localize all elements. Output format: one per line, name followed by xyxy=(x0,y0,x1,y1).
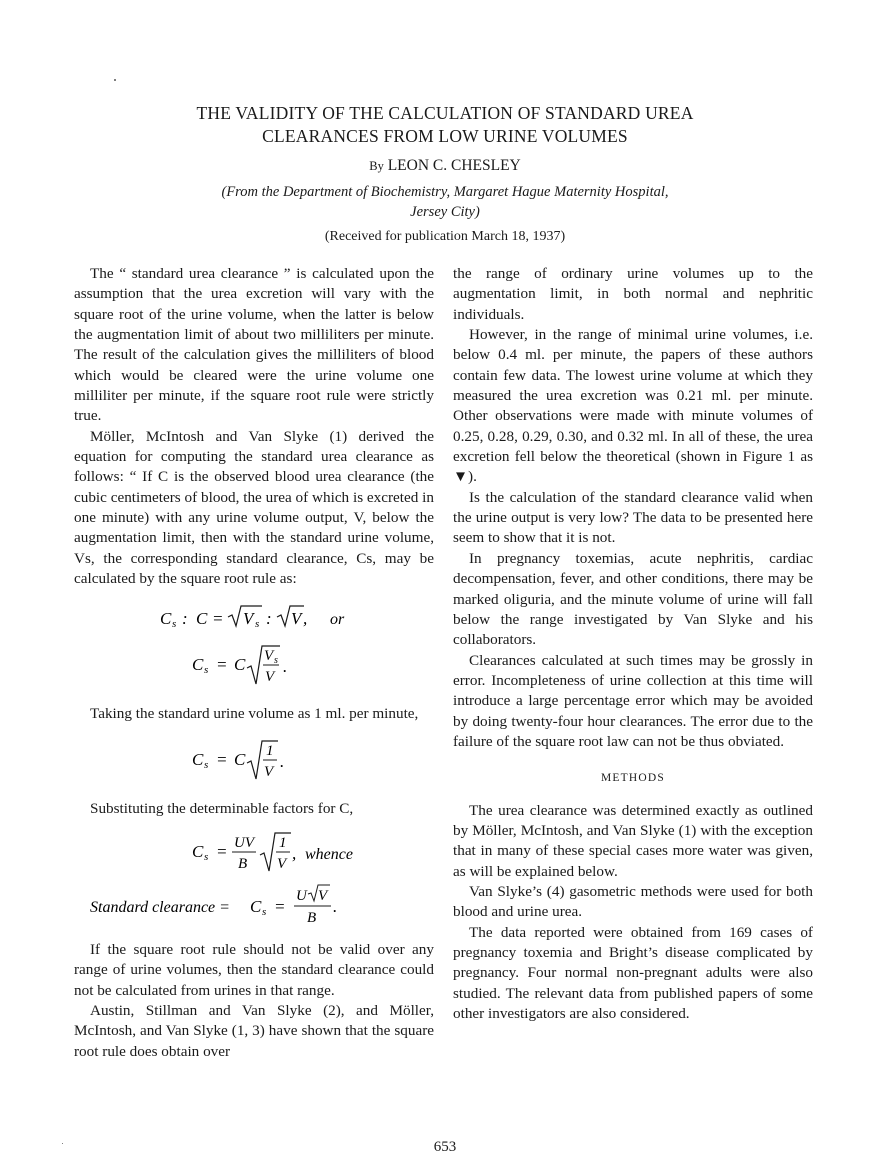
affiliation-line-1: (From the Department of Biochemistry, Margaret Hague Maternity Hospital, xyxy=(221,184,669,200)
svg-text:C: C xyxy=(160,608,172,628)
scan-speck xyxy=(62,1143,63,1144)
svg-text:=: = xyxy=(216,654,228,674)
equation-substituted xyxy=(74,825,434,881)
affiliation xyxy=(150,182,740,222)
svg-text:s: s xyxy=(262,905,267,918)
affiliation-line-2: Jersey City) xyxy=(410,204,480,220)
scan-speck xyxy=(114,79,116,81)
left-column xyxy=(74,264,434,1062)
paragraph: Is the calculation of the standard clearance valid when the urine output is very low? The data to be presented here seem to show that it is not. xyxy=(453,488,813,547)
svg-text:,: , xyxy=(303,608,308,628)
svg-text::: : xyxy=(182,608,188,628)
svg-text:V: V xyxy=(265,668,275,685)
svg-text:=: = xyxy=(216,749,228,769)
equation-sqrt-ratio-svg xyxy=(74,640,434,688)
svg-text:V: V xyxy=(264,647,274,664)
svg-text:.: . xyxy=(333,896,338,916)
section-heading-methods: METHODS xyxy=(601,772,665,785)
equation-ratio xyxy=(74,600,434,640)
equation-ratio-svg xyxy=(74,600,434,634)
article-title xyxy=(100,102,790,148)
svg-text:V: V xyxy=(291,608,302,628)
svg-text:s: s xyxy=(204,758,209,771)
equation-sqrt-ratio xyxy=(74,640,434,694)
svg-text:V: V xyxy=(243,608,254,628)
equation-standard-volume-svg xyxy=(74,733,434,783)
svg-text:1: 1 xyxy=(279,835,287,852)
received-date: (Received for publication March 18, 1937) xyxy=(324,229,566,244)
eq-standard-label: Standard clearance = xyxy=(90,898,230,916)
svg-text:C: C xyxy=(192,654,204,674)
paragraph: Substituting the determinable factors for C, xyxy=(90,799,354,817)
svg-text:C: C xyxy=(250,896,262,916)
svg-text:U: U xyxy=(296,887,307,904)
svg-text:V: V xyxy=(318,887,328,904)
svg-text:.: . xyxy=(280,751,285,771)
svg-text:C: C xyxy=(234,654,246,674)
author-prefix: By xyxy=(369,159,384,173)
equation-standard-clearance xyxy=(74,882,434,932)
equation-standard-clearance-svg xyxy=(74,882,434,926)
title-line-2: CLEARANCES FROM LOW URINE VOLUMES xyxy=(262,126,628,146)
paragraph: In pregnancy toxemias, acute nephritis, cardiac decompensation, fever, and other conditions, there may be marked oliguria, and the minute volume of urine will fall below the range investigated by Van Slyke and his collaborators. xyxy=(453,549,813,649)
svg-text:s: s xyxy=(204,851,209,864)
svg-text:C: C xyxy=(234,749,246,769)
svg-text:C: C xyxy=(192,842,204,862)
eq-or-word: or xyxy=(330,610,345,628)
page-number: 653 xyxy=(433,1139,457,1155)
svg-text:s: s xyxy=(274,654,278,666)
svg-text:=: = xyxy=(274,896,286,916)
paragraph: The data reported were obtained from 169 cases of pregnancy toxemia and Bright’s disease complicated by pregnancy. Four normal non-pregnant adults were also studied. The relevant data from published papers of some other investigators are also considered. xyxy=(453,923,813,1023)
svg-text:C: C xyxy=(192,749,204,769)
svg-text:,: , xyxy=(292,844,297,864)
paragraph: Austin, Stillman and Van Slyke (2), and Möller, McIntosh, and Van Slyke (1, 3) have shown that the square root rule does obtain over xyxy=(74,1001,434,1060)
paragraph: However, in the range of minimal urine volumes, i.e. below 0.4 ml. per minute, the papers of these authors contain few data. The lowest urine volume at which they measured the urea excretion was 0.21 ml. per minute. Other observations were made with minute volumes of 0.25, 0.28, 0.29, 0.30, and 0.32 ml. In all of these, the urea excretion fell below the theoretical (shown in Figure 1 as ▼). xyxy=(453,326,813,486)
paragraph: Van Slyke’s (4) gasometric methods were used for both blood and urine urea. xyxy=(453,882,813,921)
svg-text:B: B xyxy=(307,909,317,926)
svg-text:s: s xyxy=(255,617,260,630)
paragraph: the range of ordinary urine volumes up to the augmentation limit, in both normal and nephritic individuals. xyxy=(453,265,813,323)
svg-text:1: 1 xyxy=(266,742,274,759)
svg-text:.: . xyxy=(283,656,288,676)
svg-text:UV: UV xyxy=(234,835,254,852)
author-name: LEON C. CHESLEY xyxy=(387,157,521,174)
paragraph: Clearances calculated at such times may be grossly in error. Incompleteness of urine collection at this time will introduce a large percentage error which may be avoided by doing twenty-four hour clearances. The error due to the failure of the square root law can not be thus obviated. xyxy=(453,651,813,750)
svg-text::: : xyxy=(266,608,272,628)
svg-text:s: s xyxy=(204,663,209,676)
paragraph: Möller, McIntosh and Van Slyke (1) derived the equation for computing the standard urea clearance as follows: “ If C is the observed blood urea clearance (the cubic centimeters of blood, the urea of which is excreted in one minute) with any urine volume output, V, below the augmentation limit, then with the standard urine volume, Vs, the corresponding standard clearance, Cs, may be calculated by the square root rule as: xyxy=(74,427,434,588)
paragraph: If the square root rule should not be valid over any range of urine volumes, then the standard clearance could not be calculated from urines in that range. xyxy=(74,940,434,999)
svg-text:=: = xyxy=(212,608,224,628)
right-column xyxy=(453,264,813,1024)
paragraph: Taking the standard urine volume as 1 ml. per minute, xyxy=(90,705,419,723)
svg-text:=: = xyxy=(216,842,228,862)
paragraph: The urea clearance was determined exactly as outlined by Möller, McIntosh, and Van Slyke (1) with the exception that in many of these special cases more water was given, as will be explained below. xyxy=(453,801,813,880)
author-line xyxy=(100,157,790,175)
title-line-1: THE VALIDITY OF THE CALCULATION OF STANDARD UREA xyxy=(196,103,694,123)
svg-text:V: V xyxy=(277,856,287,873)
equation-standard-volume xyxy=(74,733,434,789)
svg-text:V: V xyxy=(264,763,274,780)
svg-text:B: B xyxy=(238,856,248,873)
svg-text:s: s xyxy=(172,617,177,630)
eq-whence-word: whence xyxy=(305,846,353,864)
paragraph: The “ standard urea clearance ” is calculated upon the assumption that the urea excretion will vary with the square root of the urine volume, when the latter is below the augmentation limit of about two milliliters per minute. The result of the calculation gives the milliliters of blood which would be cleared were the urine volume one milliliter per minute, if the square root rule were strictly true. xyxy=(74,265,434,425)
equation-substituted-svg xyxy=(74,825,434,875)
svg-text:C: C xyxy=(196,608,208,628)
